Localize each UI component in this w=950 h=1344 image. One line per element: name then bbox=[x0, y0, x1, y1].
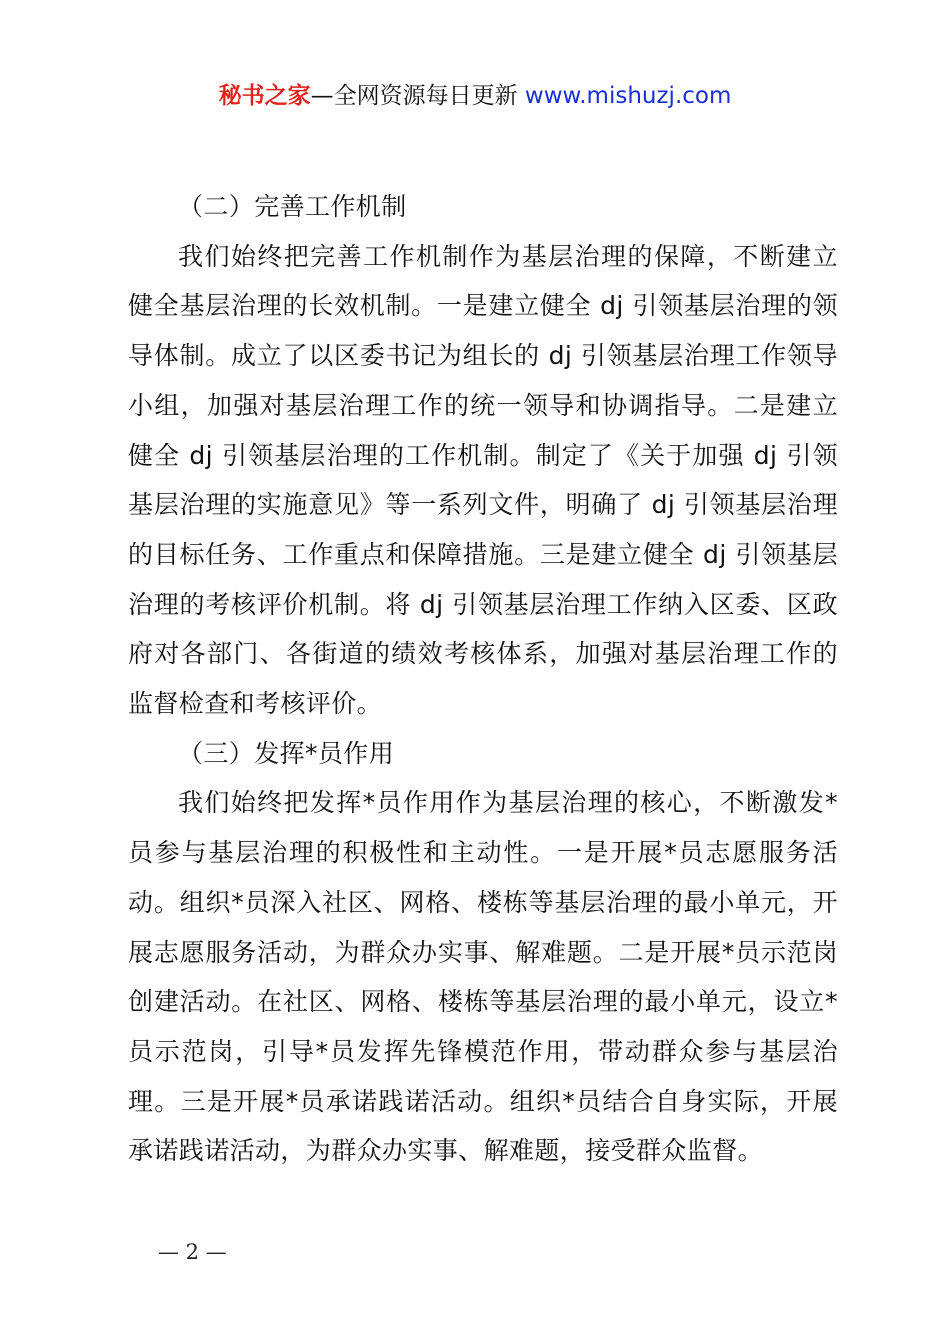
section-heading-3: （三）发挥*员作用 bbox=[178, 738, 395, 768]
page-number: — 2 — bbox=[158, 1240, 227, 1264]
section-heading-2: （二）完善工作机制 bbox=[178, 192, 407, 221]
site-brand: 秘书之家 bbox=[218, 83, 311, 109]
site-tagline: —全网资源每日更新 bbox=[310, 83, 525, 109]
site-url-link[interactable]: www.mishuzj.com bbox=[524, 83, 732, 109]
section-paragraph-2: 我们始终把完善工作机制作为基层治理的保障，不断建立健全基层治理的长效机制。一是建立健全 dj 引领基层治理的领导体制。成立了以区委书记为组长的 dj 引领基层治理工作领导小组，加强对基层治理工作的统一领导和协调指导。二是建立健全 dj 引领基层治理的工作机制。制定了《关于加强 dj 引领基层治理的实施意见》等一系列文件，明确了 dj 引领基层治理的目标任务、工作重点和保障措施。三是建立健全 dj 引领基层治理的考核评价机制。将 dj 引领基层治理工作纳入区委、区政府对各部门、各街道的绩效考核体系，加强对基层治理工作的监督检查和考核评价。 bbox=[128, 241, 838, 719]
section-paragraph-3: 我们始终把发挥*员作用作为基层治理的核心，不断激发*员参与基层治理的积极性和主动性。一是开展*员志愿服务活动。组织*员深入社区、网格、楼栋等基层治理的最小单元，开展志愿服务活动，为群众办实事、解难题。二是开展*员示范岗创建活动。在社区、网格、楼栋等基层治理的最小单元，设立*员示范岗，引导*员发挥先锋模范作用，带动群众参与基层治理。三是开展*员承诺践诺活动。组织*员结合自身实际，开展承诺践诺活动，为群众办实事、解难题，接受群众监督。 bbox=[128, 788, 838, 1166]
document-body bbox=[128, 182, 838, 1176]
site-banner bbox=[0, 80, 950, 112]
